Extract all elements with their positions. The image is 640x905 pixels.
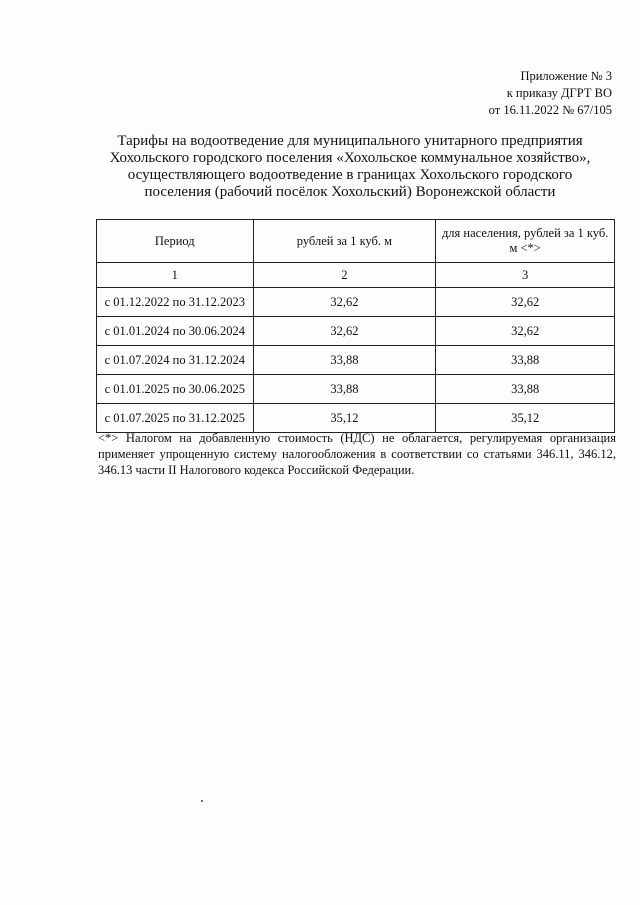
document-title <box>90 133 610 201</box>
column-number: 2 <box>253 263 436 288</box>
annex-number: Приложение № 3 <box>520 69 612 83</box>
tariff-cell: 32,62 <box>253 317 436 346</box>
period-cell: с 01.01.2025 по 30.06.2025 <box>97 375 254 404</box>
table-row <box>97 288 615 317</box>
column-number-row <box>97 263 615 288</box>
title-line-3: осуществляющего водоотведение в границах Хохольского городского <box>127 167 573 183</box>
table-row <box>97 375 615 404</box>
header-population: для населения, рублей за 1 куб. м <*> <box>436 220 615 263</box>
scan-speck <box>201 800 203 802</box>
period-cell: с 01.07.2024 по 31.12.2024 <box>97 346 254 375</box>
tariff-table <box>96 219 615 433</box>
period-cell: с 01.07.2025 по 31.12.2025 <box>97 404 254 433</box>
population-tariff-cell: 35,12 <box>436 404 615 433</box>
title-line-1: Тарифы на водоотведение для муниципального унитарного предприятия <box>117 133 583 149</box>
table-row <box>97 317 615 346</box>
population-tariff-cell: 32,62 <box>436 317 615 346</box>
annex-reference <box>352 68 612 119</box>
title-line-2: Хохольского городского поселения «Хохольское коммунальное хозяйство», <box>109 150 591 166</box>
population-tariff-cell: 33,88 <box>436 375 615 404</box>
tariff-cell: 32,62 <box>253 288 436 317</box>
header-period: Период <box>97 220 254 263</box>
vat-footnote: <*> Налогом на добавленную стоимость (НДС) не облагается, регулируемая организация применяет упрощенную систему налогообложения в соответствии со статьями 346.11, 346.12, 346.13 части II Налогового кодекса Российской Федерации. <box>98 431 616 477</box>
column-number: 1 <box>97 263 254 288</box>
tariff-cell: 33,88 <box>253 375 436 404</box>
table-header-row <box>97 220 615 263</box>
title-line-4: поселения (рабочий посёлок Хохольский) Воронежской области <box>144 184 556 200</box>
table-row <box>97 346 615 375</box>
population-tariff-cell: 33,88 <box>436 346 615 375</box>
population-tariff-cell: 32,62 <box>436 288 615 317</box>
annex-order-date: от 16.11.2022 № 67/105 <box>488 103 612 117</box>
annex-order: к приказу ДГРТ ВО <box>506 86 612 100</box>
table-row <box>97 404 615 433</box>
period-cell: с 01.12.2022 по 31.12.2023 <box>97 288 254 317</box>
column-number: 3 <box>436 263 615 288</box>
period-cell: с 01.01.2024 по 30.06.2024 <box>97 317 254 346</box>
tariff-cell: 35,12 <box>253 404 436 433</box>
header-rub-per-m3: рублей за 1 куб. м <box>253 220 436 263</box>
tariff-cell: 33,88 <box>253 346 436 375</box>
